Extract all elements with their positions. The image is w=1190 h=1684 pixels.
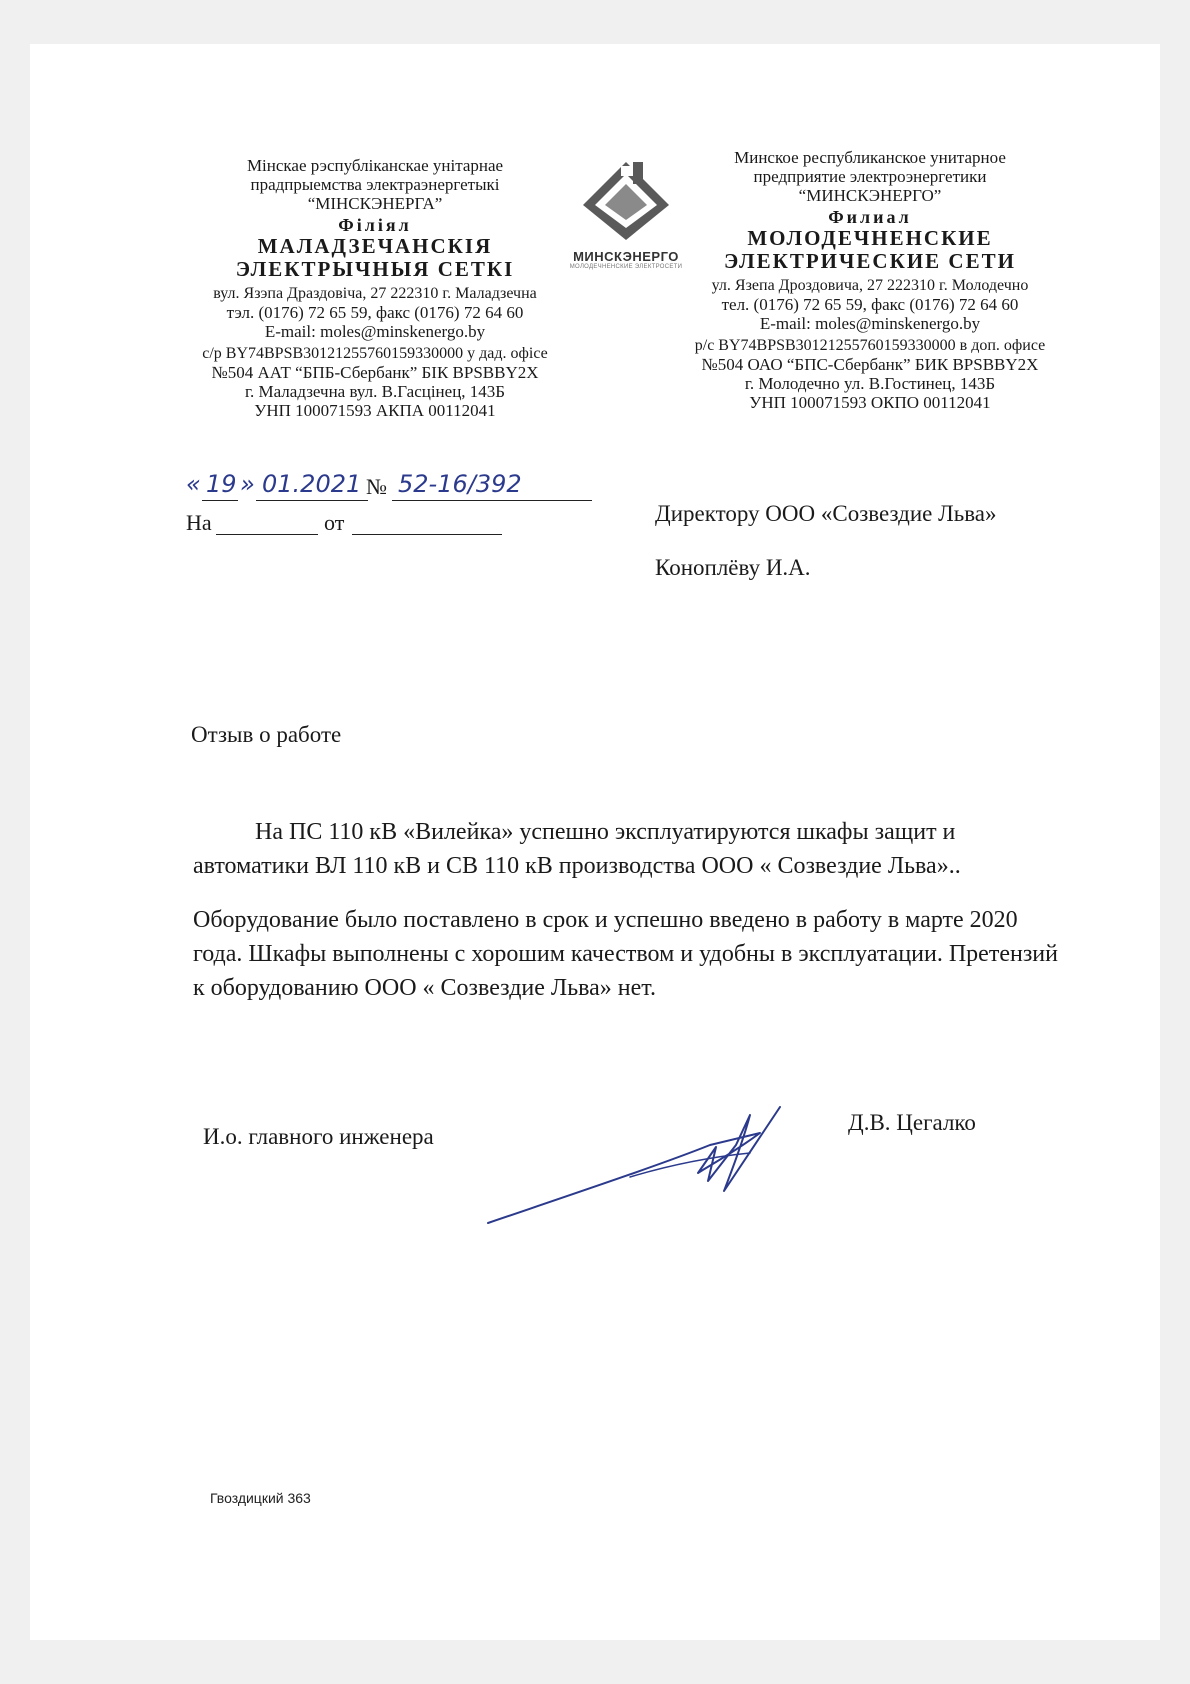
address-line: ул. Язепа Дроздовича, 27 222310 г. Молодечно (711, 277, 1029, 295)
footer-executor: Гвоздицкий 363 (210, 1490, 311, 1506)
org-line-3: “МИНСКЭНЕРГО” (798, 186, 942, 206)
registration-number: 52-16/392 (398, 470, 522, 498)
addressee-line-2: Коноплёву И.А. (655, 555, 811, 580)
reference-line (186, 510, 506, 540)
quote-close: » (240, 470, 255, 498)
registration-date: 01.2021 (262, 470, 362, 498)
body-paragraph-2: Оборудование было поставлено в срок и успешно введено в работу в марте 2020 года. Шкафы выполнены с хорошим качеством и удобны в эксплуатации. Претензий к оборудованию ООО « Созвездие Льва» нет. (193, 907, 1058, 1001)
org-line-3: “МІНСКЭНЕРГА” (307, 194, 443, 214)
logo-name: МИНСКЭНЕРГО (573, 249, 679, 264)
handwritten-signature (480, 1095, 820, 1235)
addressee (655, 487, 997, 595)
account-line-2: №504 ОАО “БПС-Сбербанк” БИК BPSBBY2X (701, 355, 1039, 375)
org-line-1: Мінскае рэспубліканскае унітарнае (246, 156, 504, 175)
filial-label: Филиал (828, 207, 912, 228)
filial-label: Філіял (338, 215, 412, 236)
signatory-role: И.о. главного инженера (203, 1124, 434, 1149)
account-line-3: г. Молодечно ул. В.Гостинец, 143Б (744, 374, 996, 394)
phone-line: тэл. (0176) 72 65 59, факс (0176) 72 64 60 (226, 303, 524, 323)
org-line-2: прадпрыемства электраэнергетыкі (250, 175, 500, 195)
address-line: вул. Язэпа Драздовіча, 27 222310 г. Маладзечна (213, 285, 537, 303)
branch-name-1: МАЛАДЗЕЧАНСКІЯ (257, 234, 493, 259)
addressee-line-1: Директору ООО «Созвездие Льва» (655, 501, 997, 526)
branch-name-2: ЭЛЕКТРИЧЕСКИЕ СЕТИ (724, 249, 1016, 274)
letterhead-belarusian (175, 156, 575, 420)
letterhead-russian (660, 148, 1080, 412)
account-line-3: г. Маладзечна вул. В.Гасцінец, 143Б (244, 382, 506, 402)
account-line-1: с/р BY74BPSB30121255760159330000 у дад. офісе (202, 345, 548, 363)
email-line: E-mail: moles@minskenergo.by (759, 314, 981, 334)
registration-day: 19 (206, 470, 237, 498)
registration-line (186, 470, 606, 510)
account-line-1: р/с BY74BPSB30121255760159330000 в доп. офисе (694, 337, 1046, 355)
signatory-name: Д.В. Цегалко (848, 1110, 976, 1135)
quote-open: « (186, 470, 201, 498)
branch-name-1: МОЛОДЕЧНЕНСКИЕ (747, 226, 993, 251)
body-paragraph-1: На ПС 110 кВ «Вилейка» успешно эксплуатируются шкафы защит и автоматики ВЛ 110 кВ и СВ 110 кВ производства ООО « Созвездие Льва».. (193, 819, 961, 879)
on-underline (216, 510, 318, 535)
from-underline (352, 510, 502, 535)
account-line-4: УНП 100071593 АКПА 00112041 (254, 401, 496, 421)
on-label: На (186, 510, 212, 535)
account-line-4: УНП 100071593 ОКПО 00112041 (749, 393, 991, 413)
letter-subject: Отзыв о работе (191, 722, 342, 747)
email-line: E-mail: moles@minskenergo.by (264, 322, 486, 342)
minskenergo-logo-icon (581, 160, 671, 242)
org-line-1: Минское республиканское унитарное (734, 148, 1006, 167)
from-label: от (324, 510, 345, 535)
phone-line: тел. (0176) 72 65 59, факс (0176) 72 64 60 (721, 295, 1019, 315)
logo-subtitle: МОЛОДЕЧНЕНСКИЕ ЭЛЕКТРОСЕТИ (569, 264, 683, 270)
number-sign: № (366, 474, 387, 499)
org-line-2: предприятие электроэнергетики (753, 167, 987, 187)
branch-name-2: ЭЛЕКТРЫЧНЫЯ СЕТКІ (235, 257, 515, 282)
account-line-2: №504 ААТ “БПБ-Сбербанк” БІК BPSBBY2X (211, 363, 539, 383)
